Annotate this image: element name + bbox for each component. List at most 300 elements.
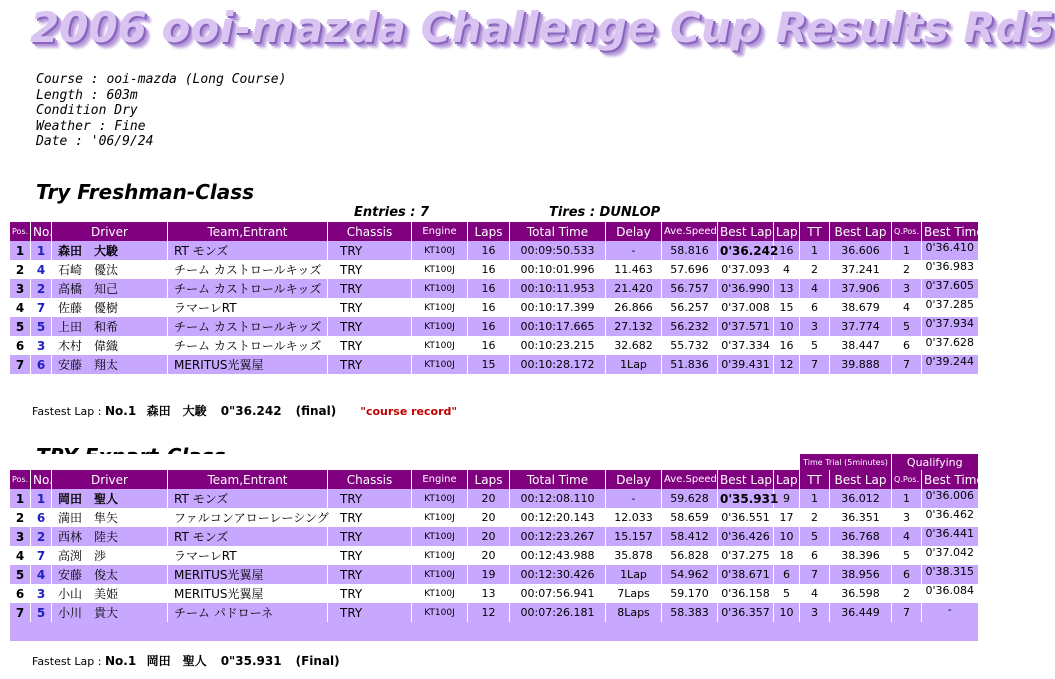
tt-position-cell: 5	[800, 527, 830, 546]
chassis-cell: TRY	[328, 603, 412, 622]
header-engine: Engine	[412, 470, 468, 489]
best-lap-number-cell: 5	[774, 584, 800, 603]
q-best-time-cell: 0'36.983	[922, 260, 978, 279]
tt-best-lap-cell: 38.396	[830, 546, 892, 565]
table-row	[10, 336, 978, 355]
delay-cell: 15.157	[606, 527, 662, 546]
total-time-cell: 00:10:28.172	[510, 355, 606, 374]
team-cell: MERITUS光翼屋	[168, 565, 328, 584]
best-lap-number-cell: 15	[774, 298, 800, 317]
number-cell: 3	[31, 584, 52, 603]
fastest-lap-note: (final)	[295, 404, 337, 418]
chassis-cell: TRY	[328, 565, 412, 584]
header-best-lap: Best Lap	[718, 470, 774, 489]
fastest-lap-driver: 岡田 聖人	[146, 654, 207, 668]
best-lap-number-cell: 17	[774, 508, 800, 527]
best-lap-number-cell: 16	[774, 336, 800, 355]
total-time-cell: 00:12:43.988	[510, 546, 606, 565]
length-info: Length : 603m	[36, 87, 138, 103]
ave-speed-cell: 59.170	[662, 584, 718, 603]
laps-cell: 20	[468, 546, 510, 565]
q-best-time-cell: 0'39.244	[922, 355, 978, 374]
engine-cell: KT100J	[412, 584, 468, 603]
q-best-time-cell: 0'36.410	[922, 241, 978, 260]
header-total-time: Total Time	[510, 470, 606, 489]
fastest-lap-time: 0"35.931	[220, 654, 282, 668]
table-row	[10, 584, 978, 603]
header-ave-speed: Ave.Speed	[662, 470, 718, 489]
delay-cell: 26.866	[606, 298, 662, 317]
delay-cell: 7Laps	[606, 584, 662, 603]
delay-cell: 1Lap	[606, 355, 662, 374]
tt-position-cell: 1	[800, 241, 830, 260]
date-info: Date : '06/9/24	[36, 134, 154, 149]
table-row	[10, 508, 978, 527]
ave-speed-cell: 54.962	[662, 565, 718, 584]
q-best-time-cell: 0'37.042	[922, 546, 978, 565]
team-cell: RT モンズ	[168, 241, 328, 260]
laps-cell: 16	[468, 241, 510, 260]
table-group-header-row	[10, 454, 978, 470]
total-time-cell: 00:10:23.215	[510, 336, 606, 355]
best-lap-number-cell: 4	[774, 260, 800, 279]
table-row	[10, 298, 978, 317]
best-lap-number-cell: 16	[774, 241, 800, 260]
table-row	[10, 260, 978, 279]
driver-cell: 小山 美姫	[52, 584, 168, 603]
tt-position-cell: 6	[800, 546, 830, 565]
driver-cell: 石崎 優汰	[52, 260, 168, 279]
team-cell: MERITUS光翼屋	[168, 584, 328, 603]
chassis-cell: TRY	[328, 355, 412, 374]
condition-info: Condition Dry	[36, 103, 138, 118]
ave-speed-cell: 56.828	[662, 546, 718, 565]
tt-position-cell: 4	[800, 584, 830, 603]
expart-results-table	[9, 454, 984, 641]
delay-cell: 35.878	[606, 546, 662, 565]
header-tt-best-lap: Best Lap	[830, 470, 892, 489]
filler-cell	[10, 622, 978, 641]
header-chassis: Chassis	[328, 222, 412, 241]
delay-cell: 21.420	[606, 279, 662, 298]
total-time-cell: 00:10:17.399	[510, 298, 606, 317]
header-pos: Pos.	[10, 470, 31, 489]
fastest-lap-time: 0"36.242	[220, 404, 282, 418]
tt-best-lap-cell: 37.241	[830, 260, 892, 279]
header-lap: Lap	[774, 222, 800, 241]
q-position-cell: 5	[892, 317, 922, 336]
laps-cell: 20	[468, 489, 510, 508]
laps-cell: 16	[468, 279, 510, 298]
best-lap-cell: 0'37.334	[718, 336, 774, 355]
fastest-lap-no: No.1	[104, 654, 137, 668]
tt-best-lap-cell: 38.447	[830, 336, 892, 355]
delay-cell: -	[606, 241, 662, 260]
tt-best-lap-cell: 38.679	[830, 298, 892, 317]
best-lap-cell: 0'36.990	[718, 279, 774, 298]
ave-speed-cell: 58.383	[662, 603, 718, 622]
q-position-cell: 3	[892, 279, 922, 298]
tt-best-lap-cell: 37.906	[830, 279, 892, 298]
number-cell: 5	[31, 603, 52, 622]
tt-position-cell: 2	[800, 508, 830, 527]
engine-cell: KT100J	[412, 317, 468, 336]
best-lap-number-cell: 13	[774, 279, 800, 298]
engine-cell: KT100J	[412, 527, 468, 546]
q-position-cell: 7	[892, 603, 922, 622]
position-cell: 1	[10, 241, 31, 260]
team-cell: ラマーレRT	[168, 546, 328, 565]
best-lap-cell: 0'37.093	[718, 260, 774, 279]
best-lap-cell: 0'36.426	[718, 527, 774, 546]
q-best-time-cell: 0'37.605	[922, 279, 978, 298]
best-lap-cell: 0'37.571	[718, 317, 774, 336]
tt-best-lap-cell: 37.774	[830, 317, 892, 336]
laps-cell: 13	[468, 584, 510, 603]
team-cell: ファルコンアローレーシング	[168, 508, 328, 527]
chassis-cell: TRY	[328, 298, 412, 317]
total-time-cell: 00:09:50.533	[510, 241, 606, 260]
fastest-lap-label: Fastest Lap :	[32, 405, 105, 418]
position-cell: 4	[10, 298, 31, 317]
tt-best-lap-cell: 36.768	[830, 527, 892, 546]
chassis-cell: TRY	[328, 336, 412, 355]
header-delay: Delay	[606, 222, 662, 241]
team-cell: チーム カストロールキッズ	[168, 279, 328, 298]
total-time-cell: 00:12:20.143	[510, 508, 606, 527]
position-cell: 5	[10, 565, 31, 584]
q-best-time-cell: 0'37.285	[922, 298, 978, 317]
position-cell: 2	[10, 260, 31, 279]
laps-cell: 15	[468, 355, 510, 374]
position-cell: 4	[10, 546, 31, 565]
tt-position-cell: 6	[800, 298, 830, 317]
weather-info: Weather : Fine	[36, 118, 146, 134]
table-row	[10, 355, 978, 374]
engine-cell: KT100J	[412, 336, 468, 355]
q-position-cell: 7	[892, 355, 922, 374]
best-lap-number-cell: 12	[774, 355, 800, 374]
laps-cell: 20	[468, 508, 510, 527]
position-cell: 3	[10, 279, 31, 298]
header-tt: TT	[800, 222, 830, 241]
q-position-cell: 6	[892, 565, 922, 584]
header-no: No.	[31, 222, 52, 241]
ave-speed-cell: 56.757	[662, 279, 718, 298]
best-lap-cell: 0'36.242	[718, 241, 774, 260]
best-lap-number-cell: 10	[774, 317, 800, 336]
best-lap-cell: 0'36.551	[718, 508, 774, 527]
engine-cell: KT100J	[412, 260, 468, 279]
best-lap-cell: 0'38.671	[718, 565, 774, 584]
laps-cell: 16	[468, 260, 510, 279]
q-position-cell: 1	[892, 489, 922, 508]
ave-speed-cell: 59.628	[662, 489, 718, 508]
number-cell: 5	[31, 317, 52, 336]
position-cell: 3	[10, 527, 31, 546]
driver-cell: 高渕 渉	[52, 546, 168, 565]
freshman-results-table	[9, 222, 984, 374]
fastest-lap-note: (Final)	[295, 654, 340, 668]
header-delay: Delay	[606, 470, 662, 489]
header-driver: Driver	[52, 470, 168, 489]
position-cell: 6	[10, 336, 31, 355]
number-cell: 3	[31, 336, 52, 355]
engine-cell: KT100J	[412, 279, 468, 298]
table-row	[10, 565, 978, 584]
q-position-cell: 5	[892, 546, 922, 565]
header-total-time: Total Time	[510, 222, 606, 241]
engine-cell: KT100J	[412, 508, 468, 527]
header-best-lap: Best Lap	[718, 222, 774, 241]
q-best-time-cell: 0'36.084	[922, 584, 978, 603]
position-cell: 6	[10, 584, 31, 603]
engine-cell: KT100J	[412, 546, 468, 565]
driver-cell: 上田 和希	[52, 317, 168, 336]
driver-cell: 森田 大駿	[52, 241, 168, 260]
q-position-cell: 1	[892, 241, 922, 260]
ave-speed-cell: 58.412	[662, 527, 718, 546]
freshman-tires: Tires : DUNLOP	[549, 205, 661, 220]
q-best-time-cell: 0'36.462	[922, 508, 978, 527]
q-best-time-cell: -	[922, 603, 978, 622]
header-ave-speed: Ave.Speed	[662, 222, 718, 241]
header-qualifying-group: Qualifying	[892, 454, 978, 470]
laps-cell: 16	[468, 336, 510, 355]
tt-position-cell: 7	[800, 565, 830, 584]
laps-cell: 16	[468, 317, 510, 336]
tt-best-lap-cell: 38.956	[830, 565, 892, 584]
position-cell: 7	[10, 355, 31, 374]
engine-cell: KT100J	[412, 355, 468, 374]
tt-position-cell: 7	[800, 355, 830, 374]
fastest-lap-label: Fastest Lap :	[32, 655, 105, 668]
number-cell: 4	[31, 260, 52, 279]
ave-speed-cell: 58.659	[662, 508, 718, 527]
chassis-cell: TRY	[328, 279, 412, 298]
engine-cell: KT100J	[412, 565, 468, 584]
best-lap-number-cell: 9	[774, 489, 800, 508]
q-position-cell: 4	[892, 527, 922, 546]
team-cell: チーム カストロールキッズ	[168, 336, 328, 355]
chassis-cell: TRY	[328, 489, 412, 508]
total-time-cell: 00:12:23.267	[510, 527, 606, 546]
header-engine: Engine	[412, 222, 468, 241]
engine-cell: KT100J	[412, 489, 468, 508]
header-q-pos: Q.Pos.	[892, 222, 922, 241]
laps-cell: 16	[468, 298, 510, 317]
team-cell: チーム パドローネ	[168, 603, 328, 622]
best-lap-number-cell: 6	[774, 565, 800, 584]
tt-best-lap-cell: 36.598	[830, 584, 892, 603]
tt-position-cell: 2	[800, 260, 830, 279]
best-lap-cell: 0'36.158	[718, 584, 774, 603]
fastest-lap-no: No.1	[104, 404, 137, 418]
header-q-pos: Q.Pos.	[892, 470, 922, 489]
freshman-entries: Entries : 7	[354, 205, 430, 220]
engine-cell: KT100J	[412, 603, 468, 622]
driver-cell: 西林 陸夫	[52, 527, 168, 546]
delay-cell: 32.682	[606, 336, 662, 355]
tt-position-cell: 1	[800, 489, 830, 508]
q-position-cell: 4	[892, 298, 922, 317]
table-row	[10, 489, 978, 508]
chassis-cell: TRY	[328, 508, 412, 527]
ave-speed-cell: 55.732	[662, 336, 718, 355]
team-cell: RT モンズ	[168, 527, 328, 546]
delay-cell: 8Laps	[606, 603, 662, 622]
fastest-lap-driver: 森田 大駿	[146, 404, 207, 418]
expart-fastest-lap	[32, 652, 340, 669]
header-tt: TT	[800, 470, 830, 489]
q-position-cell: 6	[892, 336, 922, 355]
table-filler-row	[10, 622, 978, 641]
course-info: Course : ooi-mazda (Long Course)	[36, 72, 287, 87]
header-no: No.	[31, 470, 52, 489]
header-laps: Laps	[468, 222, 510, 241]
number-cell: 1	[31, 241, 52, 260]
best-lap-cell: 0'37.275	[718, 546, 774, 565]
total-time-cell: 00:07:56.941	[510, 584, 606, 603]
course-record-note: "course record"	[360, 405, 458, 418]
ave-speed-cell: 56.257	[662, 298, 718, 317]
q-position-cell: 2	[892, 260, 922, 279]
engine-cell: KT100J	[412, 241, 468, 260]
tt-best-lap-cell: 36.606	[830, 241, 892, 260]
team-cell: チーム カストロールキッズ	[168, 317, 328, 336]
header-chassis: Chassis	[328, 470, 412, 489]
total-time-cell: 00:10:11.953	[510, 279, 606, 298]
delay-cell: 11.463	[606, 260, 662, 279]
best-lap-cell: 0'36.357	[718, 603, 774, 622]
number-cell: 2	[31, 279, 52, 298]
delay-cell: -	[606, 489, 662, 508]
team-cell: MERITUS光翼屋	[168, 355, 328, 374]
freshman-fastest-lap	[32, 402, 457, 419]
laps-cell: 12	[468, 603, 510, 622]
header-tt-best-lap: Best Lap	[830, 222, 892, 241]
delay-cell: 1Lap	[606, 565, 662, 584]
chassis-cell: TRY	[328, 317, 412, 336]
tt-position-cell: 5	[800, 336, 830, 355]
chassis-cell: TRY	[328, 584, 412, 603]
tt-position-cell: 3	[800, 603, 830, 622]
best-lap-number-cell: 10	[774, 527, 800, 546]
table-row	[10, 603, 978, 622]
total-time-cell: 00:07:26.181	[510, 603, 606, 622]
chassis-cell: TRY	[328, 260, 412, 279]
number-cell: 6	[31, 508, 52, 527]
chassis-cell: TRY	[328, 527, 412, 546]
chassis-cell: TRY	[328, 241, 412, 260]
ave-speed-cell: 51.836	[662, 355, 718, 374]
table-row	[10, 279, 978, 298]
header-q-best-time: Best Time	[922, 470, 978, 489]
chassis-cell: TRY	[328, 546, 412, 565]
q-best-time-cell: 0'37.628	[922, 336, 978, 355]
header-team: Team,Entrant	[168, 222, 328, 241]
total-time-cell: 00:10:17.665	[510, 317, 606, 336]
best-lap-cell: 0'35.931	[718, 489, 774, 508]
driver-cell: 高橋 知己	[52, 279, 168, 298]
tt-position-cell: 3	[800, 317, 830, 336]
tt-best-lap-cell: 36.449	[830, 603, 892, 622]
number-cell: 2	[31, 527, 52, 546]
driver-cell: 満田 隼矢	[52, 508, 168, 527]
header-lap: Lap	[774, 470, 800, 489]
table-row	[10, 241, 978, 260]
driver-cell: 安藤 翔太	[52, 355, 168, 374]
freshman-class-title: Try Freshman-Class	[36, 180, 255, 204]
ave-speed-cell: 57.696	[662, 260, 718, 279]
ave-speed-cell: 56.232	[662, 317, 718, 336]
driver-cell: 小川 貴大	[52, 603, 168, 622]
tt-best-lap-cell: 36.012	[830, 489, 892, 508]
delay-cell: 12.033	[606, 508, 662, 527]
team-cell: RT モンズ	[168, 489, 328, 508]
total-time-cell: 00:12:30.426	[510, 565, 606, 584]
header-q-best-time: Best Time	[922, 222, 978, 241]
driver-cell: 木村 偉織	[52, 336, 168, 355]
page-title: 2006 ooi-mazda Challenge Cup Results Rd5	[30, 3, 1055, 52]
laps-cell: 19	[468, 565, 510, 584]
driver-cell: 岡田 聖人	[52, 489, 168, 508]
q-best-time-cell: 0'37.934	[922, 317, 978, 336]
engine-cell: KT100J	[412, 298, 468, 317]
total-time-cell: 00:10:01.996	[510, 260, 606, 279]
race-info	[36, 72, 286, 150]
q-best-time-cell: 0'38.315	[922, 565, 978, 584]
best-lap-cell: 0'39.431	[718, 355, 774, 374]
table-header-row	[10, 222, 978, 241]
team-cell: チーム カストロールキッズ	[168, 260, 328, 279]
tt-best-lap-cell: 39.888	[830, 355, 892, 374]
tt-best-lap-cell: 36.351	[830, 508, 892, 527]
number-cell: 6	[31, 355, 52, 374]
table-header-row	[10, 470, 978, 489]
position-cell: 5	[10, 317, 31, 336]
driver-cell: 佐藤 優樹	[52, 298, 168, 317]
table-row	[10, 546, 978, 565]
number-cell: 4	[31, 565, 52, 584]
header-driver: Driver	[52, 222, 168, 241]
number-cell: 1	[31, 489, 52, 508]
ave-speed-cell: 58.816	[662, 241, 718, 260]
position-cell: 1	[10, 489, 31, 508]
q-position-cell: 3	[892, 508, 922, 527]
best-lap-cell: 0'37.008	[718, 298, 774, 317]
delay-cell: 27.132	[606, 317, 662, 336]
q-best-time-cell: 0'36.006	[922, 489, 978, 508]
best-lap-number-cell: 18	[774, 546, 800, 565]
header-time-trial-group: Time Trial (5minutes)	[800, 454, 892, 470]
table-row	[10, 527, 978, 546]
number-cell: 7	[31, 298, 52, 317]
table-row	[10, 317, 978, 336]
driver-cell: 安藤 俊太	[52, 565, 168, 584]
q-best-time-cell: 0'36.441	[922, 527, 978, 546]
best-lap-number-cell: 10	[774, 603, 800, 622]
tt-position-cell: 4	[800, 279, 830, 298]
team-cell: ラマーレRT	[168, 298, 328, 317]
header-team: Team,Entrant	[168, 470, 328, 489]
header-pos: Pos.	[10, 222, 31, 241]
laps-cell: 20	[468, 527, 510, 546]
header-laps: Laps	[468, 470, 510, 489]
number-cell: 7	[31, 546, 52, 565]
position-cell: 7	[10, 603, 31, 622]
q-position-cell: 2	[892, 584, 922, 603]
